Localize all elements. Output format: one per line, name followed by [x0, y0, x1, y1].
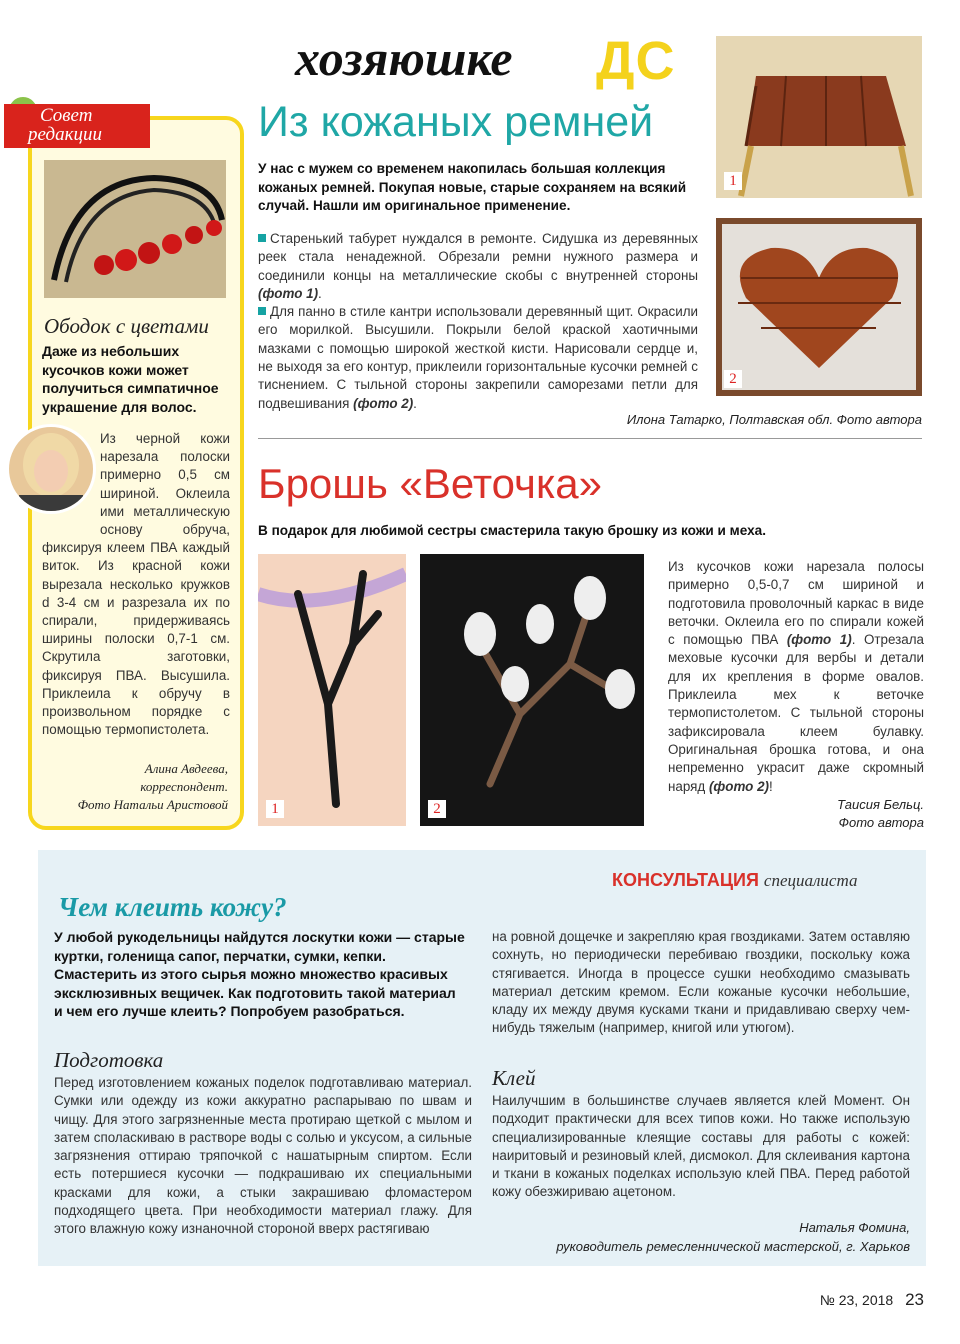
consult-glue-text: Наилучшим в большинстве случаев является клей Момент. Он подходит практически для всех типов кожи. Но также использую специализированные клеящие составы для работы с кожей: наиритовый и резиновый клей, дисмокол. Для склеивания картона и ткани в кожаных поделках использую клей ПВА. Перед работой кожу обезжириваю ацетоном.	[492, 1093, 910, 1200]
heart-panel-photo	[716, 218, 922, 396]
article2-text2: Отрезала меховые кусочки для вербы и детали для их крепления в форме овалов. Приклеила мех к веточке термопистолетом. С тыльной стороны зафиксировала клеем булавку. Оригинальная брошка готова, и она непременно украсит даже скромный наряд	[668, 632, 924, 794]
avatar-wrap-space	[42, 430, 100, 522]
consult-prep-cont-text: на ровной дощечке и закрепляю края гвоздиками. Затем оставляю сохнуть, но периодически перебиваю гвоздики, поскольку кожа стягивается. Иногда в процессе сушки необходимо смазывать материал детским кремом. Если кожаные кусочки небольшие, кладу их между двумя кусками ткани и придавливаю сверху чем-нибудь тяжелым (например, книгой или утюгом).	[492, 929, 910, 1036]
rubric-word: хозяюшке	[295, 30, 513, 86]
consult-author-role: руководитель ремесленнической мастерской, г. Харьков	[556, 1239, 910, 1254]
article2-title: Брошь «Веточка»	[258, 460, 602, 507]
photo-number: 1	[724, 172, 742, 190]
branch1-illustration	[258, 554, 406, 826]
branch2-illustration	[420, 554, 644, 826]
photo-number: 1	[266, 800, 284, 818]
consult-prep-cont	[492, 928, 910, 1038]
consult-prep	[54, 1074, 472, 1239]
sidebar-photo-credit: Фото Натальи Аристовой	[77, 797, 228, 812]
article1-credit: Илона Татарко, Полтавская обл. Фото автора	[626, 412, 922, 427]
article1-title: Из кожаных ремней	[258, 98, 654, 146]
photo-number: 2	[428, 800, 446, 818]
photo-ref: (фото 2)	[708, 778, 769, 794]
issue-number: № 23, 2018	[819, 1292, 894, 1308]
article1-p2-text: Для панно в стиле кантри использовали деревянный щит. Окрасили его морилкой. Высушили. Покрыли белой краской хаотичными мазками с помощью широкой жесткой кисти. Нарисовали сердце и, не выходя за его контур, приклеили горизонтальные кусочки ремней с тиснением. С тыльной стороны закрепили саморезами петли для подвешивания	[258, 304, 698, 411]
stool-photo	[716, 36, 922, 198]
rubric-brand: ДС	[596, 31, 676, 91]
consult-signature	[492, 1218, 910, 1256]
article1-p2: Для панно в стиле кантри использовали деревянный щит. Окрасили его морилкой. Высушили. Покрыли белой краской хаотичными мазками с помощью широкой жесткой кисти. Нарисовали сердце и, не выходя за его контур, приклеили горизонтальные кусочки ремней с тиснением. С тыльной стороны закрепили саморезами петли для подвешивания (фото 2).	[258, 304, 698, 411]
stool-illustration	[716, 36, 922, 198]
article1-p1: Старенький табурет нуждался в ремонте. Сидушка из деревянных реек стала ненадежной. Обрезали ремни нужного размера и соединили концы на металлические скобы с внутренней стороны (фото 1).	[258, 231, 698, 301]
consult-prep-text: Перед изготовлением кожаных поделок подготавливаю материал. Сумки или одежду из кожи аккуратно распарываю по швам и чищу. Для этого загрязненные места протираю щеткой с мылом и затем споласкиваю в растворе воды с солью и уксусом, а сильные загрязнения оттираю тряпочкой с нашатырным спиртом. Если есть потершиеся кусочки — подкрашиваю их специальными красками для кожи, а стыки закрашиваю фломастером подходящего цвета. При необходимости материал глажу. Для этого влажную кожу изнаночной стороной вверх растягиваю	[54, 1075, 472, 1237]
article2-body	[668, 558, 924, 796]
branch-photo-2	[420, 554, 644, 826]
photo-ref: (фото 1)	[786, 632, 852, 648]
page-number: 23	[905, 1290, 924, 1309]
branch-photo-1	[258, 554, 406, 826]
sidebar-body: Из черной кожи нарезала полоски примерно 0,5 см шириной. Оклеила ими металлическую основу обруча, фиксируя клеем ПВА каждый виток. Из красной кожи вырезала несколько кружков d 3-4 см и разрезала их по спирали, придерживаясь ширины полоски 0,7-1 см. Скрутила заготовки, фиксируя ПВА. Высушила. Приклеила к обручу в произвольном порядке с помощью термопистолета.	[42, 431, 230, 738]
heart-panel-illustration	[716, 218, 922, 396]
consult-label-italic: специалиста	[763, 871, 858, 890]
sidebar-title: Ободок с цветами	[44, 314, 209, 338]
sidebar-author-role: корреспондент.	[140, 779, 228, 794]
section-divider	[258, 438, 922, 439]
photo-number: 2	[724, 370, 742, 388]
consult-lead: У любой рукодельницы найдутся лоскутки кожи — старые куртки, голенища сапог, перчатки, сумки, кепки. Смастерить из этого сырья можно множество красивых эксклюзивных вещичек. Как подготовить такой материал и чем его лучше клеить? Попробуем разобраться.	[54, 929, 465, 1019]
article2-p1: Из кусочков кожи нарезала полосы примерно 0,5-0,7 см шириной и подготовила проволочный каркас в виде веточки. Оклеила его по спирали кожей с помощью ПВА (фото 1). Отрезала меховые кусочки для вербы и детали для их крепления в форме овалов. Приклеила мех к веточке термопистолетом. С тыльной стороны зафиксировала клеем булавку. Оригинальная брошка готова, и она непременно украсит даже скромный наряд (фото 2)!	[668, 559, 924, 794]
consult-glue	[492, 1092, 910, 1202]
sidebar-text	[42, 430, 230, 739]
badge-line1: Совет	[40, 105, 93, 126]
photo-ref: (фото 1)	[258, 285, 319, 301]
rubric-title	[295, 28, 513, 88]
consult-author: Наталья Фомина,	[799, 1220, 910, 1235]
consult-label-bold: КОНСУЛЬТАЦИЯ	[612, 870, 759, 890]
bullet-square	[258, 234, 266, 242]
article1-p1-text: Старенький табурет нуждался в ремонте. Сидушка из деревянных реек стала ненадежной. Обрезали ремни нужного размера и соединили концы на металлические скобы с внутренней стороны	[258, 231, 698, 283]
article2-signature	[668, 796, 924, 832]
article1-body	[258, 230, 698, 413]
sidebar-signature	[40, 760, 228, 814]
article2-lead: В подарок для любимой сестры смастерила такую брошку из кожи и меха.	[258, 523, 766, 538]
consult-sub-prep: Подготовка	[54, 1048, 164, 1072]
bullet-square	[258, 307, 266, 315]
editor-badge	[4, 104, 150, 148]
article2-text1: Из кусочков кожи нарезала полосы примерно 0,5-0,7 см шириной и подготовила проволочный каркас в виде веточки. Оклеила его по спирали кожей с помощью ПВА	[668, 559, 924, 648]
headband-illustration	[44, 160, 226, 298]
headband-photo	[44, 160, 226, 298]
page-footer	[760, 1290, 924, 1310]
sidebar-author: Алина Авдеева,	[144, 761, 228, 776]
sidebar-lead: Даже из небольших кусочков кожи может получиться симпатичное украшение для волос.	[42, 343, 219, 415]
consult-title: Чем клеить кожу?	[58, 892, 287, 922]
consult-sub-glue: Клей	[492, 1066, 536, 1090]
article2-author: Таисия Бельц.	[837, 797, 924, 812]
article1-lead: У нас с мужем со временем накопилась большая коллекция кожаных ремней. Покупая новые, старые сохраняем на всякий случай. Нашли им оригинальное применение.	[258, 161, 687, 213]
photo-ref: (фото 2)	[353, 395, 414, 411]
badge-line2: редакции	[28, 124, 102, 145]
article2-credit: Фото автора	[838, 815, 924, 830]
consult-label	[612, 870, 857, 891]
